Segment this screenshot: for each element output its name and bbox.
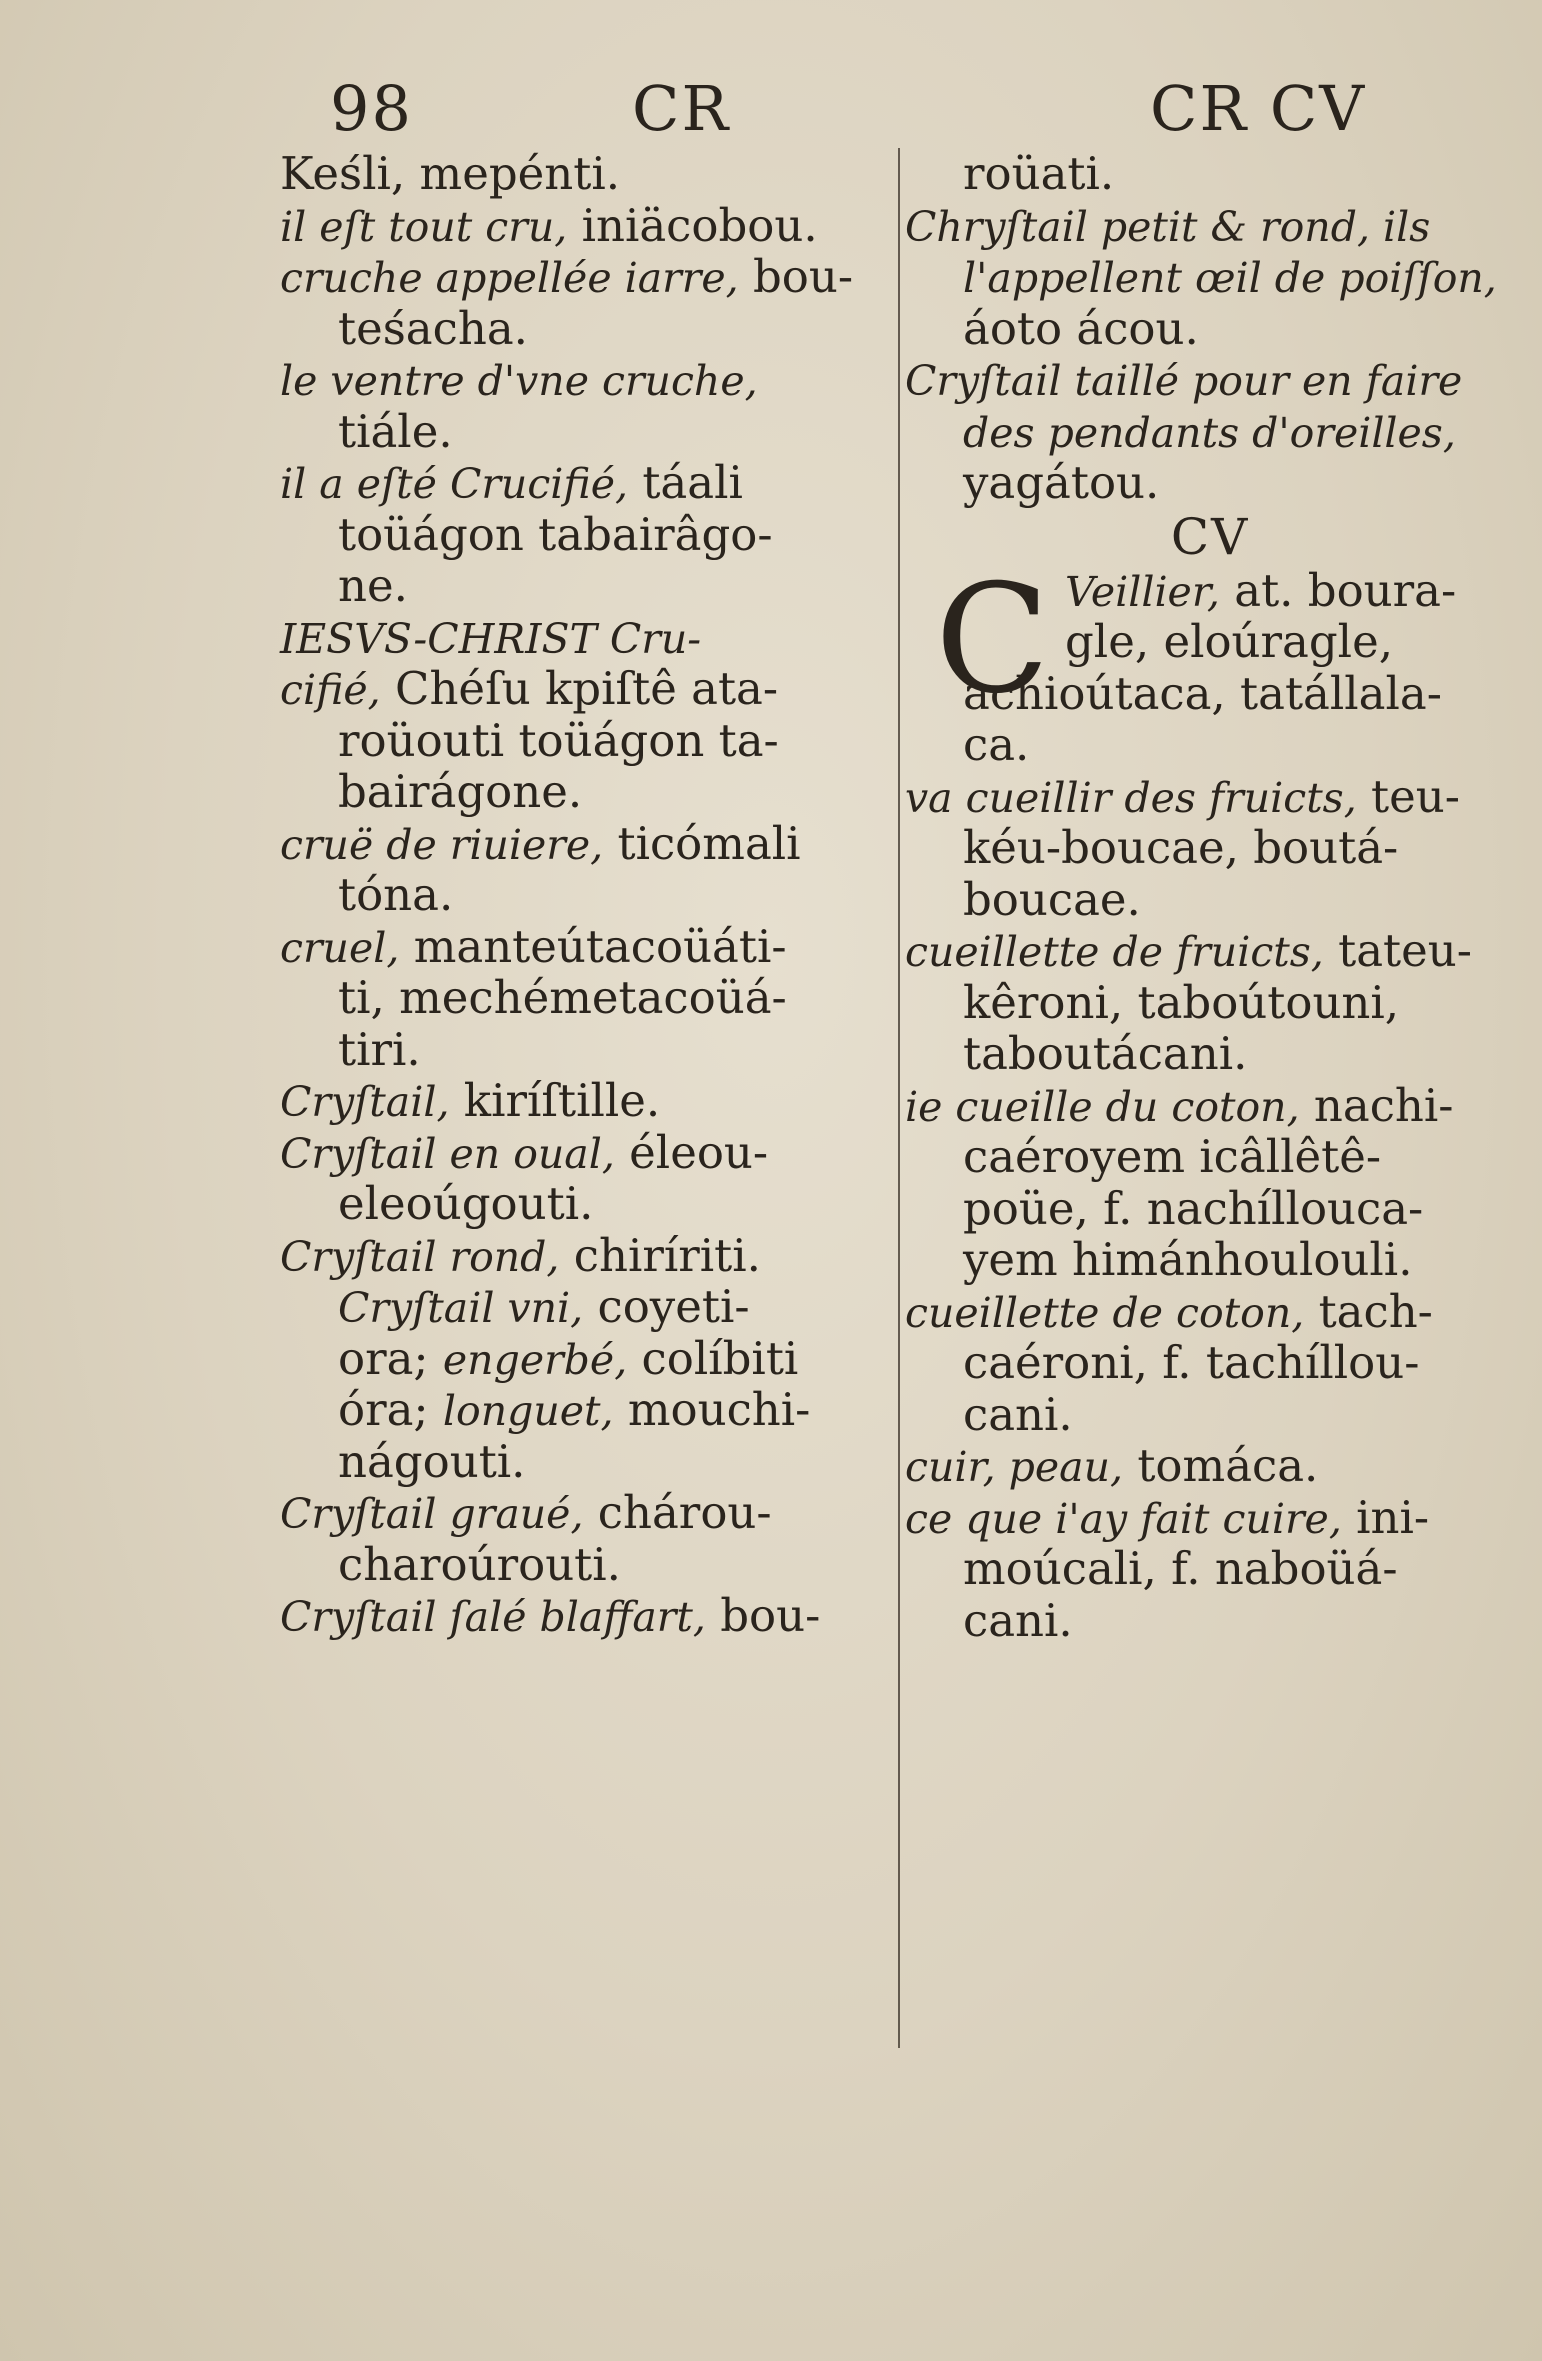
native-term: poüe, f. nachíllouca- <box>963 1181 1424 1235</box>
native-term: kêroni, taboútouni, <box>963 975 1400 1029</box>
running-head-left: CR <box>632 72 731 145</box>
native-term: táali <box>628 456 743 509</box>
french-term: longuet, <box>442 1387 614 1435</box>
dictionary-line <box>280 1590 920 1642</box>
dictionary-line <box>280 1075 920 1127</box>
native-term: Keśli, mepénti. <box>280 147 621 200</box>
dictionary-line <box>280 1384 920 1436</box>
native-term: tomáca. <box>1123 1439 1319 1492</box>
native-term: tach- <box>1304 1284 1433 1338</box>
column-divider <box>898 148 900 2048</box>
dictionary-line <box>905 148 1515 200</box>
dictionary-line <box>905 303 1515 355</box>
dictionary-line <box>905 1337 1515 1389</box>
native-term: colíbiti <box>627 1331 799 1385</box>
dictionary-line <box>905 406 1515 458</box>
native-term: yagátou. <box>963 456 1160 509</box>
native-term: teu- <box>1356 769 1460 823</box>
native-term: kéu-boucae, boutá- <box>963 821 1399 874</box>
dictionary-line <box>905 1595 1515 1647</box>
dictionary-line <box>280 1487 920 1539</box>
french-term: cueillette de fruicts, <box>905 928 1324 976</box>
native-term: ti, mechémetacoüá- <box>338 971 787 1024</box>
dictionary-line <box>905 1234 1515 1286</box>
french-term: cuir, peau, <box>905 1443 1124 1491</box>
native-term: Chéſu kpiſtê ata- <box>380 662 779 715</box>
dictionary-line <box>905 771 1515 823</box>
dictionary-line <box>280 921 920 973</box>
dictionary-line <box>905 457 1515 509</box>
dictionary-line <box>280 766 920 818</box>
native-term: gle, eloúragle, <box>1065 615 1394 668</box>
french-term: ce que i'ay fait cuire, <box>905 1494 1342 1543</box>
dictionary-line <box>280 1230 920 1282</box>
dictionary-line <box>905 719 1515 771</box>
native-term: chiríriti. <box>559 1228 761 1282</box>
french-term: Cryſtail rond, <box>280 1232 560 1281</box>
dropcap-letter: C <box>935 552 1050 727</box>
french-term: il a eſté Crucifié, <box>280 460 629 508</box>
dictionary-line <box>280 457 920 509</box>
dictionary-line <box>905 354 1515 406</box>
native-term: bou- <box>705 1589 821 1642</box>
native-term: caéroni, f. tachíllou- <box>963 1336 1420 1389</box>
native-term: ticómali <box>603 816 801 870</box>
native-term: taboutácani. <box>963 1027 1248 1080</box>
dictionary-line <box>280 148 920 200</box>
native-term: coyeti- <box>583 1280 750 1333</box>
dictionary-line <box>280 1024 920 1076</box>
native-term: ini- <box>1341 1490 1430 1544</box>
native-term: nachi- <box>1299 1078 1454 1132</box>
native-term: roüati. <box>963 147 1115 200</box>
dictionary-line <box>280 663 920 715</box>
dictionary-line <box>280 818 920 870</box>
native-term: tóna. <box>338 868 454 921</box>
native-term: mouchi- <box>613 1383 811 1436</box>
dictionary-line <box>280 200 920 252</box>
dictionary-line <box>280 715 920 767</box>
section-heading: CV <box>1170 507 1250 566</box>
dictionary-line <box>280 1333 920 1385</box>
dictionary-line <box>280 612 920 664</box>
dictionary-line <box>905 1080 1515 1132</box>
native-term: éleou- <box>614 1125 769 1179</box>
native-term: achioútaca, tatállala- <box>963 666 1442 720</box>
native-term: bou- <box>738 250 854 303</box>
dictionary-line <box>905 200 1515 252</box>
french-term: engerbé, <box>442 1335 628 1384</box>
native-term: iniäcobou. <box>567 198 818 252</box>
dictionary-line <box>280 972 920 1024</box>
dictionary-line <box>280 509 920 561</box>
native-term: moúcali, f. naboüá- <box>963 1542 1398 1595</box>
native-term: kiríſtille. <box>449 1074 661 1127</box>
french-term: Cryſtail ſalé blaffart, <box>280 1593 706 1641</box>
native-term: bairágone. <box>338 765 583 818</box>
running-head-right: CR CV <box>1150 72 1367 145</box>
dictionary-line <box>905 874 1515 926</box>
native-term: cani. <box>963 1593 1073 1647</box>
dictionary-line <box>905 1543 1515 1595</box>
french-term: Cryſtail en oual, <box>280 1129 615 1178</box>
native-term: nágouti. <box>338 1434 526 1488</box>
right-column-top-entries <box>905 148 1515 509</box>
french-term: ie cueille du coton, <box>905 1082 1300 1131</box>
dictionary-line <box>905 251 1515 303</box>
french-term: Cryſtail graué, <box>280 1490 584 1538</box>
french-term: Veillier, <box>1065 567 1220 616</box>
native-term: roüouti toüágon ta- <box>338 713 779 767</box>
native-term: óra; <box>338 1383 443 1436</box>
dictionary-line <box>905 977 1515 1029</box>
french-term: Chryſtail petit & rond, ils <box>905 202 1431 251</box>
native-term: boucae. <box>963 872 1141 926</box>
native-term: manteútacoüáti- <box>399 919 787 973</box>
french-term: cruel, <box>280 923 400 972</box>
dictionary-line <box>280 1178 920 1230</box>
page-number: 98 <box>330 72 413 145</box>
dictionary-line <box>280 406 920 458</box>
french-term: l'appellent œil de poiſſon, <box>963 254 1497 302</box>
dictionary-line <box>905 1028 1515 1080</box>
dictionary-line <box>280 1281 920 1333</box>
native-term: tiále. <box>338 404 453 458</box>
left-column <box>280 148 920 1642</box>
dictionary-line <box>280 1127 920 1179</box>
dictionary-line <box>280 354 920 406</box>
native-term: yem himánhoulouli. <box>963 1233 1413 1286</box>
native-term: caéroyem icâllêtê- <box>963 1130 1382 1183</box>
dictionary-line <box>280 560 920 612</box>
native-term: eleoúgouti. <box>338 1177 594 1230</box>
french-term: Cryſtail taillé pour en faire <box>905 357 1463 405</box>
french-term: Cryſtail, <box>280 1078 450 1126</box>
native-term: chárou- <box>583 1486 772 1539</box>
french-term: cruche appellée iarre, <box>280 254 739 302</box>
dictionary-line <box>280 303 920 355</box>
french-term: des pendants d'oreilles, <box>963 408 1456 457</box>
dictionary-line <box>905 1492 1515 1544</box>
dictionary-line <box>905 1183 1515 1235</box>
dictionary-line <box>905 1440 1515 1492</box>
dictionary-line <box>905 1131 1515 1183</box>
dictionary-line <box>280 869 920 921</box>
native-term: tateu- <box>1323 924 1472 977</box>
french-term: IESVS-CHRIST Cru- <box>280 614 702 663</box>
dictionary-line <box>905 822 1515 874</box>
native-term: áoto ácou. <box>963 301 1199 355</box>
dictionary-line <box>280 251 920 303</box>
french-term: cueillette de coton, <box>905 1288 1305 1337</box>
native-term: ne. <box>338 559 408 612</box>
dictionary-line <box>280 1539 920 1591</box>
french-term: cifié, <box>280 666 381 714</box>
native-term: teśacha. <box>338 301 528 355</box>
dictionary-line <box>905 1389 1515 1441</box>
dictionary-line <box>280 1436 920 1488</box>
french-term: va cueillir des fruicts, <box>905 773 1357 822</box>
native-term: cani. <box>963 1387 1073 1441</box>
french-term: Cryſtail vni, <box>338 1284 584 1332</box>
native-term: at. boura- <box>1219 563 1457 617</box>
french-term: le ventre d'vne cruche, <box>280 357 758 405</box>
native-term: ca. <box>963 718 1030 771</box>
french-term: il eſt tout cru, <box>280 202 568 251</box>
dictionary-line <box>905 925 1515 977</box>
right-column <box>905 148 1515 1646</box>
native-term: toüágon tabairâgo- <box>338 507 773 561</box>
dictionary-line <box>905 1286 1515 1338</box>
native-term: ora; <box>338 1331 443 1385</box>
native-term: charoúrouti. <box>338 1537 621 1591</box>
right-column-bottom-entries <box>905 668 1515 1647</box>
french-term: cruë de riuiere, <box>280 820 604 869</box>
native-term: tiri. <box>338 1022 421 1076</box>
